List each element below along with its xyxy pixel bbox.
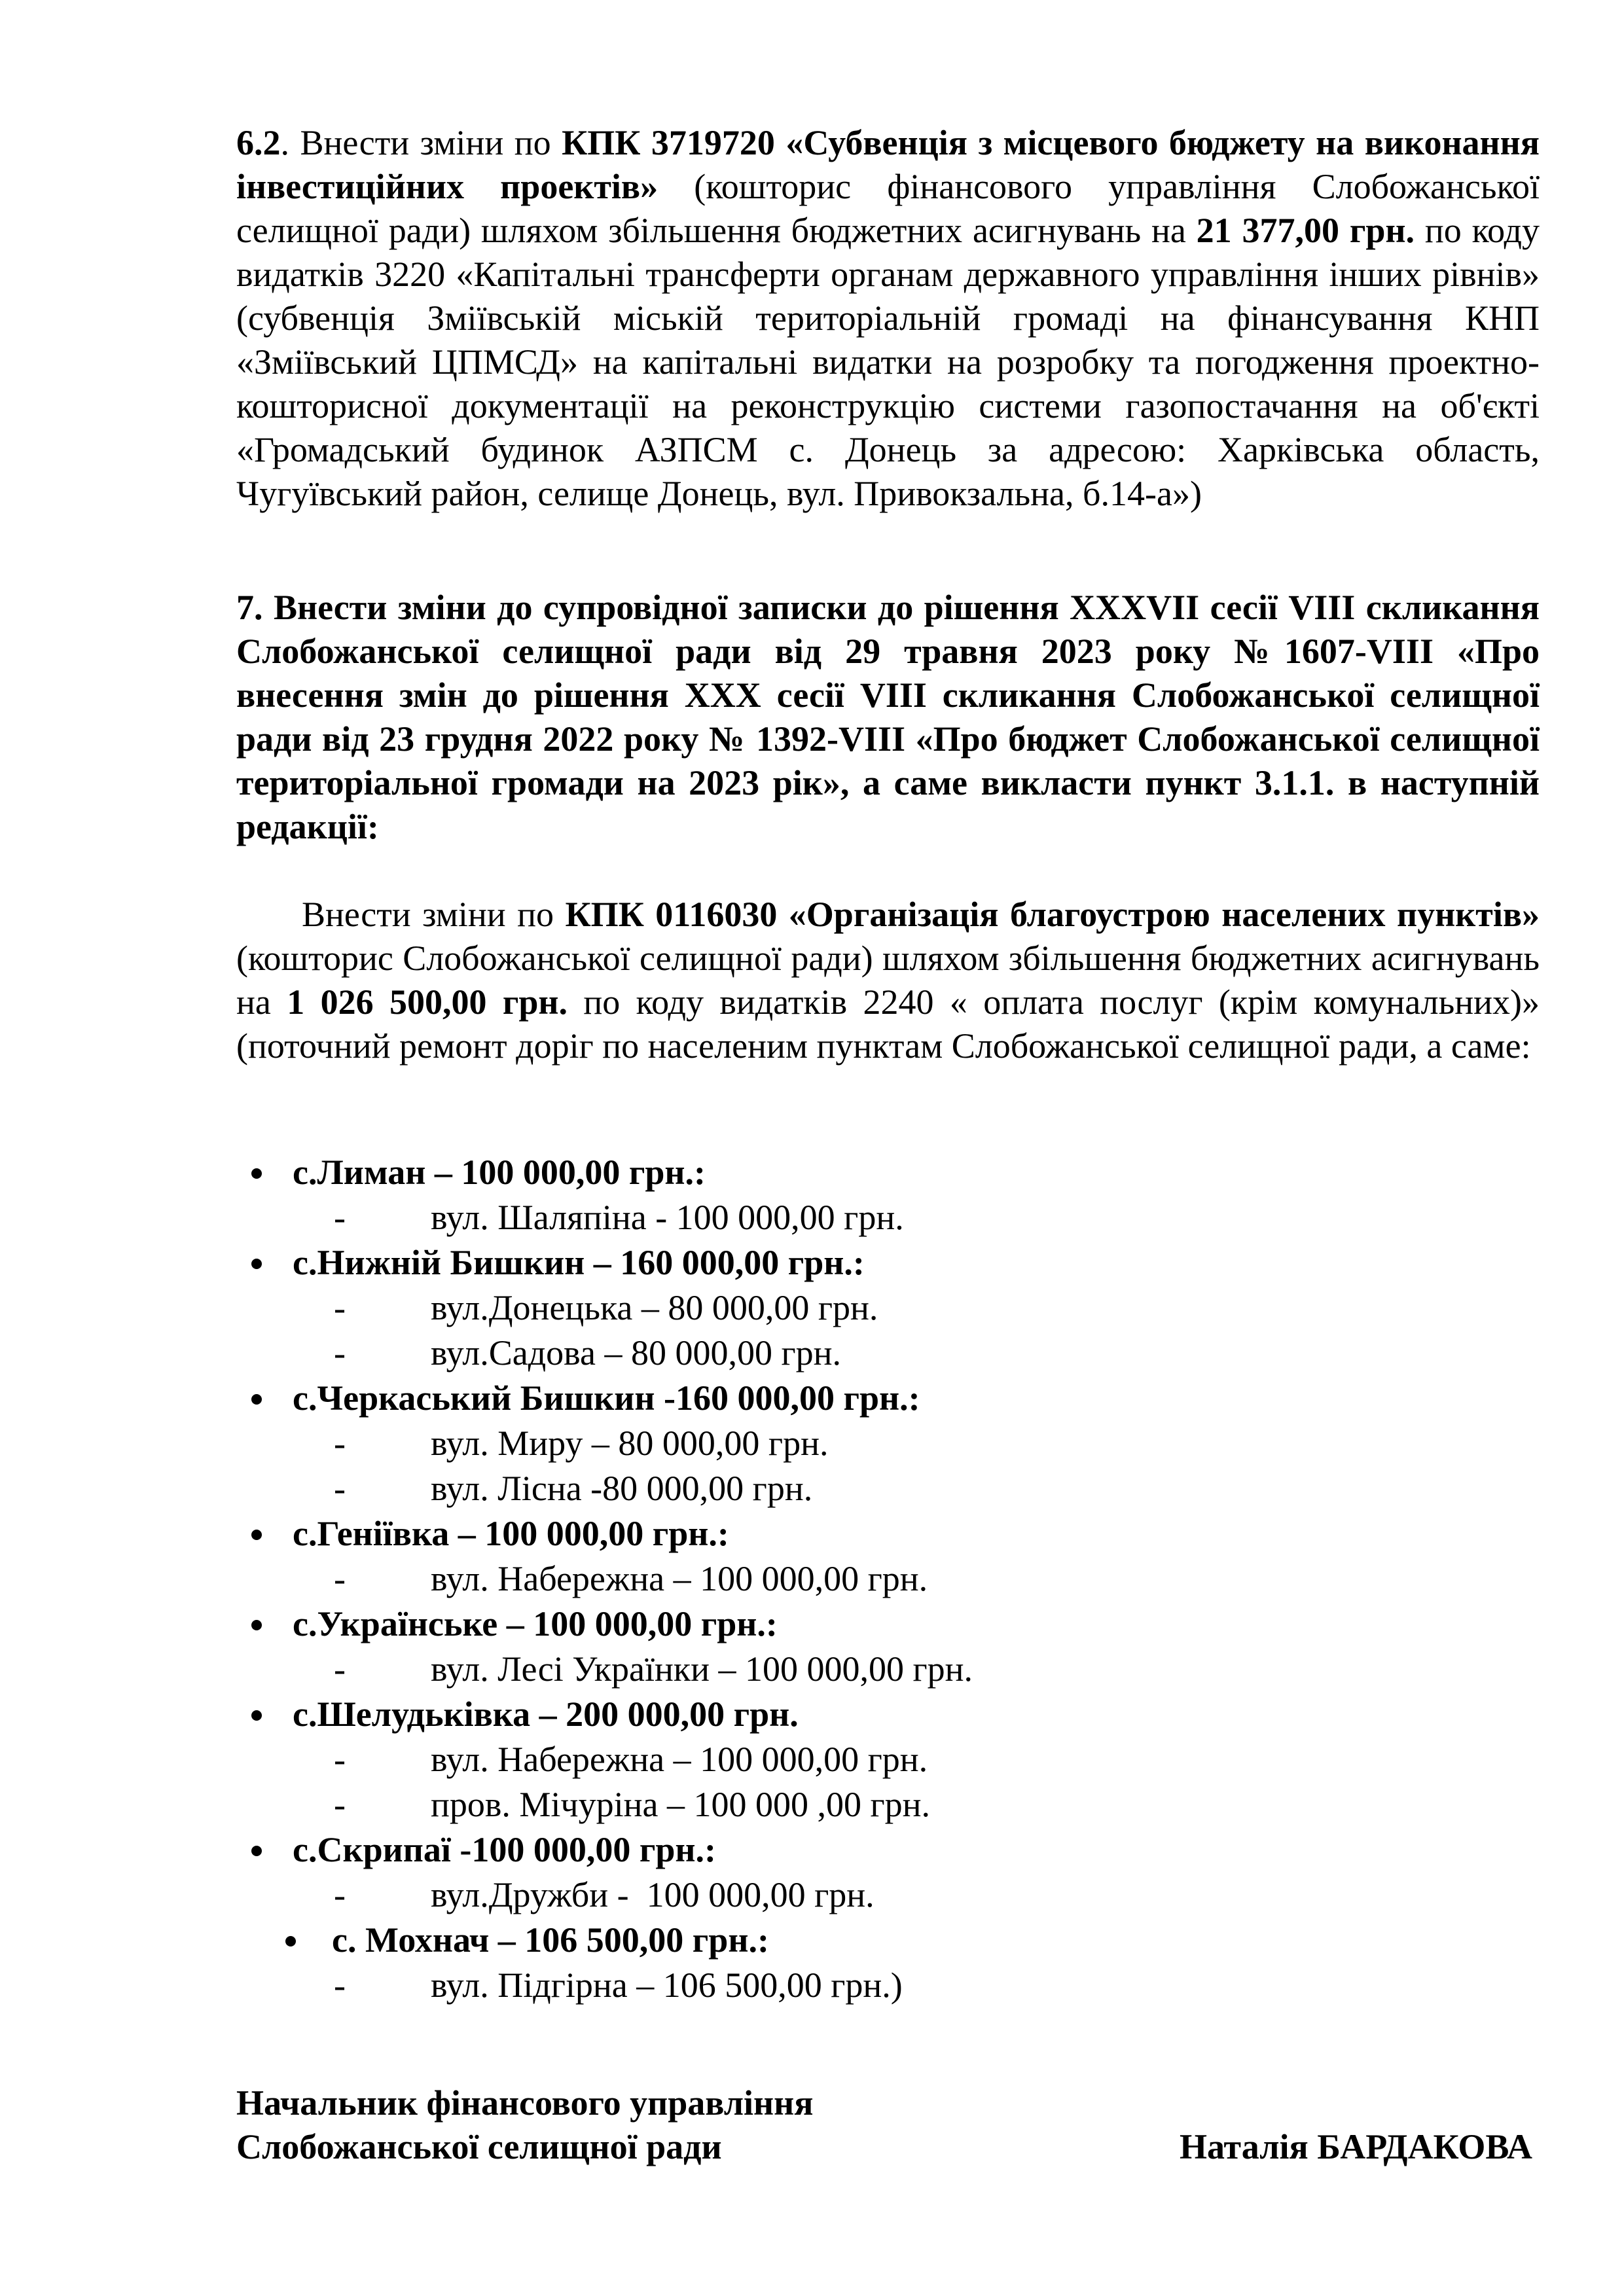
signature-position-line2: Слобожанської селищної ради [236, 2127, 722, 2166]
list-item-street [0, 1286, 1624, 1331]
village-amount: с.Нижній Бишкин – 160 000,00 грн.: [293, 1243, 865, 1282]
list-item-village [0, 1512, 1624, 1557]
paragraph-6-2 [236, 121, 1540, 516]
street-amount: вул.Донецька – 80 000,00 грн. [431, 1288, 878, 1327]
village-amount: с.Черкаський Бишкин -160 000,00 грн.: [293, 1378, 920, 1418]
street-amount: вул. Набережна – 100 000,00 грн. [431, 1559, 928, 1598]
list-item-village [0, 1602, 1624, 1647]
street-amount: пров. Мічуріна – 100 000 ,00 грн. [431, 1785, 930, 1824]
street-amount: вул. Лесі Українки – 100 000,00 грн. [431, 1649, 973, 1689]
list-item-village [0, 1241, 1624, 1286]
bullet-icon [251, 1530, 262, 1540]
dash-marker: - [334, 1740, 346, 1779]
bullet-icon [251, 1394, 262, 1405]
street-amount: вул. Підгірна – 106 500,00 грн.) [431, 1965, 903, 2005]
list-item-street [0, 1331, 1624, 1376]
text-segment: КПК 3719720 «Субвенція з місцевого бюджету на виконання інвестиційних проектів» [236, 123, 1540, 206]
list-item-street [0, 1467, 1624, 1512]
dash-marker: - [334, 1785, 346, 1824]
text-segment: Внести зміни по [302, 895, 566, 934]
list-item-village [0, 1918, 1624, 1964]
street-amount: вул. Лісна -80 000,00 грн. [431, 1469, 813, 1508]
dash-marker: - [334, 1469, 346, 1508]
village-amount: с.Геніївка – 100 000,00 грн.: [293, 1514, 729, 1553]
dash-marker: - [334, 1333, 346, 1372]
list-item-street [0, 1964, 1624, 2009]
village-amount: с.Лиман – 100 000,00 грн.: [293, 1153, 706, 1192]
text-segment: 1 026 500,00 грн. [287, 982, 568, 1022]
village-amount: с.Шелудьківка – 200 000,00 грн. [293, 1695, 799, 1734]
village-allocation-list [0, 1151, 1624, 2009]
street-amount: вул.Дружби - 100 000,00 грн. [431, 1875, 875, 1914]
dash-marker: - [334, 1875, 346, 1914]
text-segment: 21 377,00 грн. [1196, 211, 1415, 250]
street-amount: вул. Шаляпіна - 100 000,00 грн. [431, 1198, 904, 1237]
dash-marker: - [334, 1649, 346, 1689]
village-amount: с. Мохнач – 106 500,00 грн.: [332, 1920, 769, 1960]
text-segment: (кошторис Слобожанської селищної ради) шляхом збільшення бюджетних асигнувань на [236, 939, 1540, 1022]
signature-block [236, 2081, 1532, 2169]
signatory-name: Наталія БАРДАКОВА [1179, 2127, 1532, 2166]
list-item-street [0, 1196, 1624, 1241]
text-segment: (кошторис фінансового управління Слобожанської селищної ради) шляхом збільшення бюджетних асигнувань на [236, 167, 1540, 250]
bullet-icon [251, 1846, 262, 1856]
dash-marker: - [334, 1965, 346, 2005]
text-segment: по коду видатків 2240 « оплата послуг (крім комунальних)» (поточний ремонт доріг по населеним пунктам Слобожанської селищної ради, а саме: [236, 982, 1540, 1066]
list-item-street [0, 1422, 1624, 1467]
signature-position-line1: Начальник фінансового управління [236, 2083, 814, 2123]
paragraph-kpk-0116030 [236, 893, 1540, 1068]
dash-marker: - [334, 1198, 346, 1237]
list-item-street [0, 1738, 1624, 1783]
paragraph-7: 7. Внести зміни до супровідної записки до рішення XXXVII сесії VIII скликання Слобожанської селищної ради від 29 травня 2023 року №1607-VIII «Про внесення змін до рішення XXX сесії VIII скликання Слобожанської селищної ради від 23 грудня 2022 року № 1392-VIII «Про бюджет Слобожанської селищної територіальної громади на 2023 рік», а саме викласти пункт 3.1.1. в наступній редакції: [236, 588, 1540, 846]
street-amount: вул.Садова – 80 000,00 грн. [431, 1333, 841, 1372]
text-segment: . Внести зміни по [280, 123, 562, 162]
village-amount: с.Скрипаї -100 000,00 грн.: [293, 1830, 716, 1869]
list-item-street [0, 1647, 1624, 1693]
dash-marker: - [334, 1424, 346, 1463]
bullet-icon [251, 1259, 262, 1269]
list-item-village [0, 1828, 1624, 1873]
list-item-village [0, 1376, 1624, 1422]
text-segment: КПК 0116030 «Організація благоустрою населених пунктів» [565, 895, 1540, 934]
dash-marker: - [334, 1288, 346, 1327]
village-amount: с.Українське – 100 000,00 грн.: [293, 1604, 778, 1643]
dash-marker: - [334, 1559, 346, 1598]
bullet-icon [251, 1168, 262, 1179]
bullet-icon [251, 1710, 262, 1721]
list-item-village [0, 1693, 1624, 1738]
street-amount: вул. Набережна – 100 000,00 грн. [431, 1740, 928, 1779]
list-item-street [0, 1557, 1624, 1602]
list-item-street [0, 1783, 1624, 1828]
list-item-village [0, 1151, 1624, 1196]
text-segment: 6.2 [236, 123, 281, 162]
text-segment: по коду видатків 3220 «Капітальні трансферти органам державного управління інших рівнів» (субвенція Зміївській міській територіальній громаді на фінансування КНП «Зміївський ЦПМСД» на капітальні видатки на розробку та погодження проектно-кошторисної документації на реконструкцію системи газопостачання на об'єкті «Громадський будинок АЗПСМ с. Донець за адресою: Харківська область, Чугуївський район, селище Донець, вул. Привокзальна, б.14-а») [236, 211, 1540, 513]
bullet-icon [285, 1936, 296, 1946]
bullet-icon [251, 1620, 262, 1630]
street-amount: вул. Миру – 80 000,00 грн. [431, 1424, 829, 1463]
list-item-street [0, 1873, 1624, 1918]
